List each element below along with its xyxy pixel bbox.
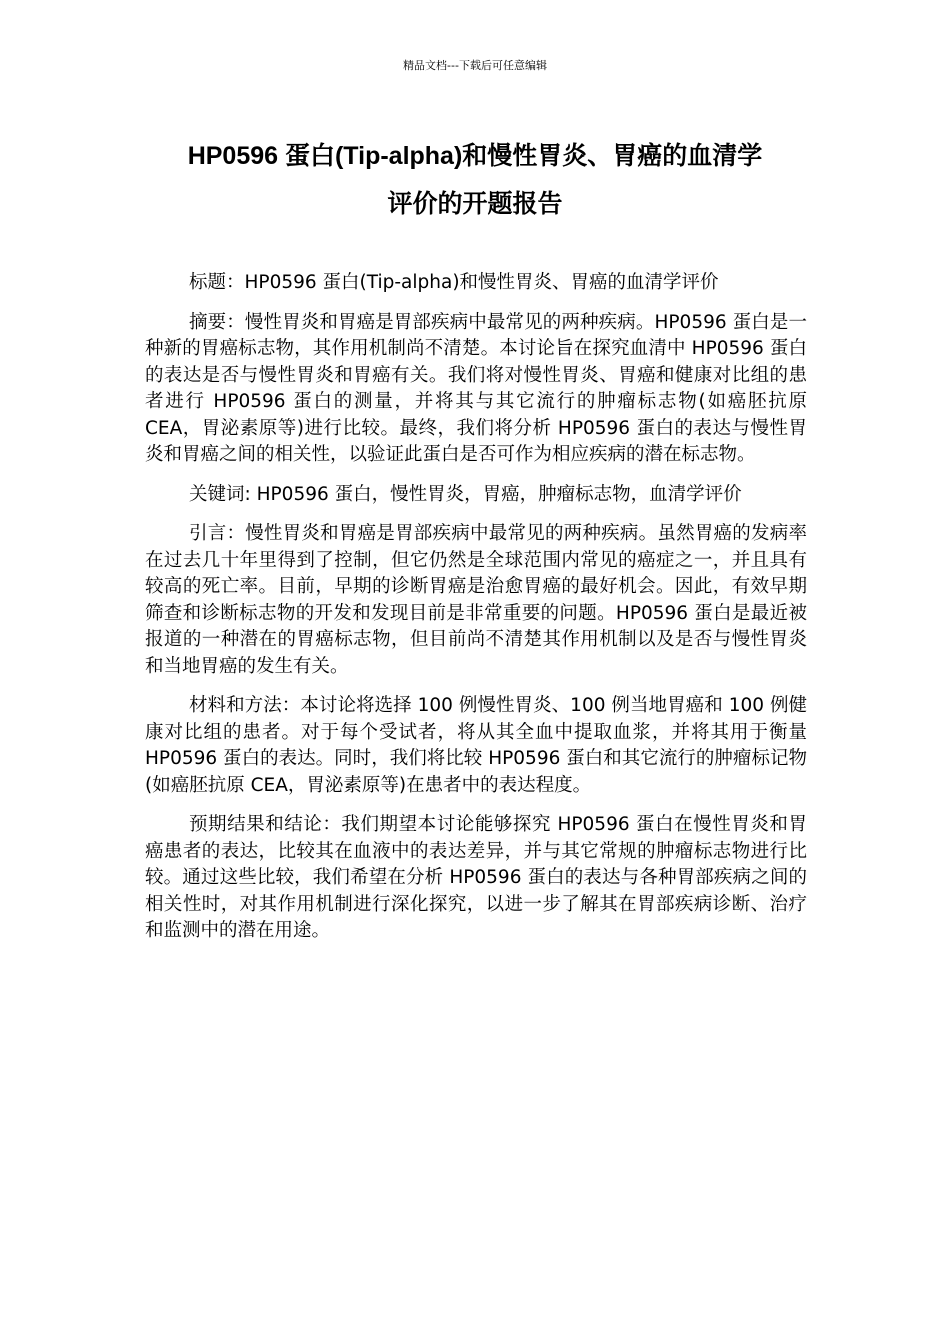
header-note: 精品文档---下载后可任意编辑 (403, 59, 547, 72)
paragraph-methods: 材料和方法：本讨论将选择 100 例慢性胃炎、100 例当地胃癌和 100 例健康对比组的患者。对于每个受试者，将从其全血中提取血浆，并将其用于衡量 HP0596 蛋白的表达。同时，我们将比较 HP0596 蛋白和其它流行的肿瘤标记物(如癌胚抗原 CEA，胃泌素原等)在患者中的表达程度。 (145, 695, 807, 796)
paragraph-abstract: 摘要：慢性胃炎和胃癌是胃部疾病中最常见的两种疾病。HP0596 蛋白是一种新的胃癌标志物，其作用机制尚不清楚。本讨论旨在探究血清中 HP0596 蛋白的表达是否与慢性胃炎和胃癌有关。我们将对慢性胃炎、胃癌和健康对比组的患者进行 HP0596 蛋白的测量，并将其与其它流行的肿瘤标志物(如癌胚抗原 CEA，胃泌素原等)进行比较。最终，我们将分析 HP0596 蛋白的表达与慢性胃炎和胃癌之间的相关性，以验证此蛋白是否可作为相应疾病的潜在标志物。 (145, 311, 807, 465)
title-line-2: 评价的开题报告 (387, 190, 563, 218)
paragraph-title: 标题：HP0596 蛋白(Tip-alpha)和慢性胃炎、胃癌的血清学评价 (189, 272, 719, 293)
document-body (145, 270, 807, 958)
paragraph-introduction: 引言：慢性胃炎和胃癌是胃部疾病中最常见的两种疾病。虽然胃癌的发病率在过去几十年里得到了控制，但它仍然是全球范围内常见的癌症之一，并且具有较高的死亡率。目前，早期的诊断胃癌是治愈胃癌的最好机会。因此，有效早期筛查和诊断标志物的开发和发现目前是非常重要的问题。HP0596 蛋白是最近被报道的一种潜在的胃癌标志物，但目前尚不清楚其作用机制以及是否与慢性胃炎和当地胃癌的发生有关。 (145, 523, 807, 677)
title-line-1: HP0596 蛋白(Tip-alpha)和慢性胃炎、胃癌的血清学 (187, 142, 763, 170)
paragraph-keywords: 关键词: HP0596 蛋白，慢性胃炎，胃癌，肿瘤标志物，血清学评价 (189, 483, 742, 505)
document-title (140, 132, 810, 228)
paragraph-conclusion: 预期结果和结论：我们期望本讨论能够探究 HP0596 蛋白在慢性胃炎和胃癌患者的表达，比较其在血液中的表达差异，并与其它常规的肿瘤标志物进行比较。通过这些比较，我们希望在分析 HP0596 蛋白的表达与各种胃部疾病之间的相关性时，对其作用机制进行深化探究，以进一步了解其在胃部疾病诊断、治疗和监测中的潜在用途。 (145, 814, 807, 941)
